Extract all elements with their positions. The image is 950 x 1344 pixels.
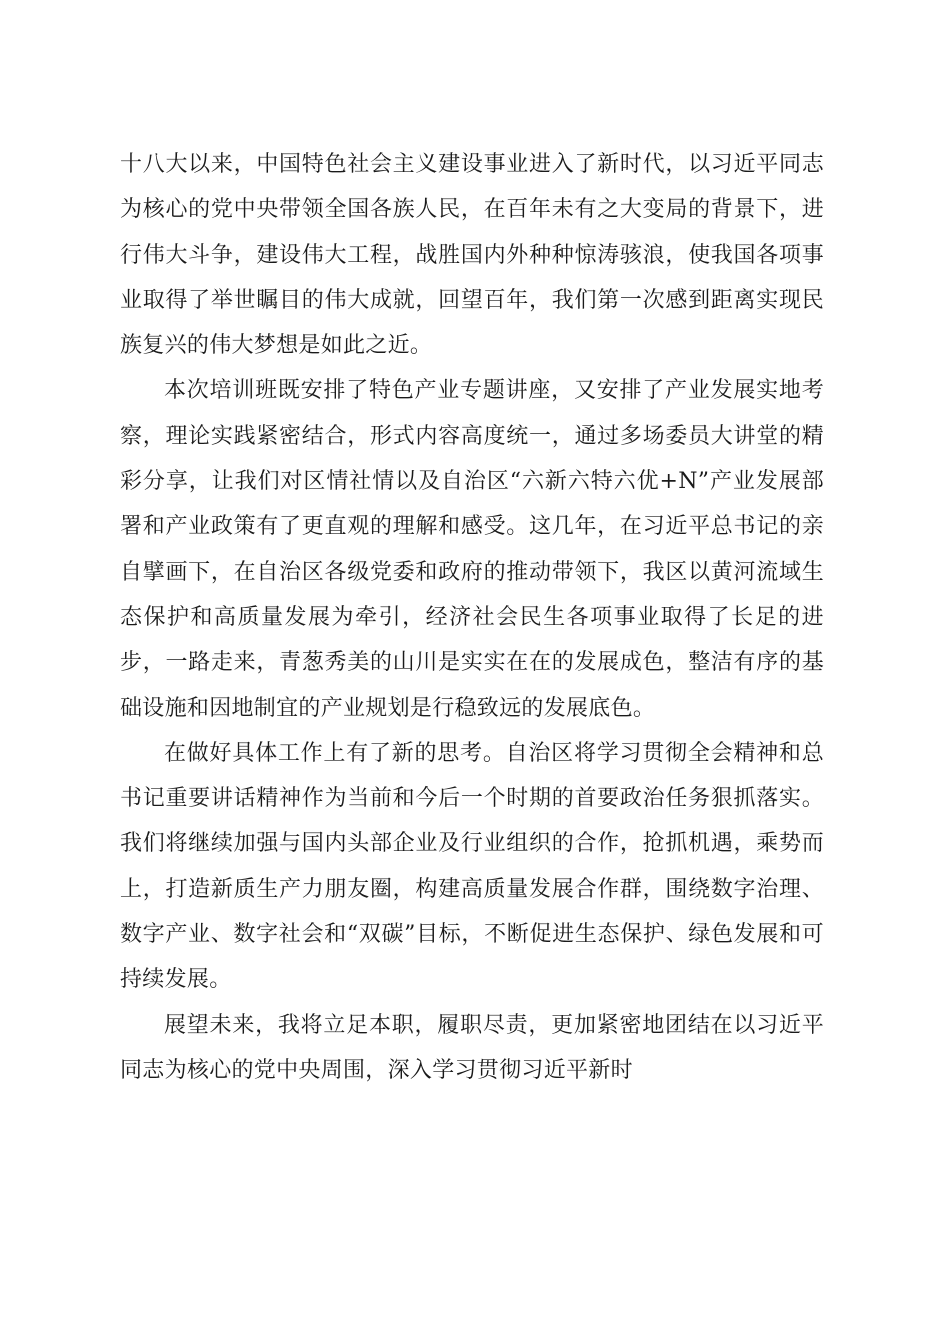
- paragraph-3: 在做好具体工作上有了新的思考。自治区将学习贯彻全会精神和总书记重要讲话精神作为当前和今后一个时期的首要政治任务狠抓落实。我们将继续加强与国内头部企业及行业组织的合作，抢抓机遇，乘势而上，打造新质生产力朋友圈，构建高质量发展合作群，围绕数字治理、数字产业、数字社会和“双碳”目标，不断促进生态保护、绿色发展和可持续发展。: [120, 740, 824, 993]
- paragraph-2: 本次培训班既安排了特色产业专题讲座，又安排了产业发展实地考察，理论实践紧密结合，形式内容高度统一，通过多场委员大讲堂的精彩分享，让我们对区情社情以及自治区“六新六特六优+N”产业发展部署和产业政策有了更直观的理解和感受。这几年，在习近平总书记的亲自擘画下，在自治区各级党委和政府的推动带领下，我区以黄河流域生态保护和高质量发展为牵引，经济社会民生各项事业取得了长足的进步，一路走来，青葱秀美的山川是实实在在的发展成色，整洁有序的基础设施和因地制宜的产业规划是行稳致远的发展底色。: [120, 378, 824, 721]
- paragraph-4: 展望未来，我将立足本职，履职尽责，更加紧密地团结在以习近平同志为核心的党中央周围，深入学习贯彻习近平新时: [120, 1012, 824, 1083]
- paragraph-1: 十八大以来，中国特色社会主义建设事业进入了新时代，以习近平同志为核心的党中央带领全国各族人民，在百年未有之大变局的背景下，进行伟大斗争，建设伟大工程，战胜国内外种种惊涛骇浪，使我国各项事业取得了举世瞩目的伟大成就，回望百年，我们第一次感到距离实现民族复兴的伟大梦想是如此之近。: [120, 152, 824, 359]
- document-body: [120, 142, 824, 1093]
